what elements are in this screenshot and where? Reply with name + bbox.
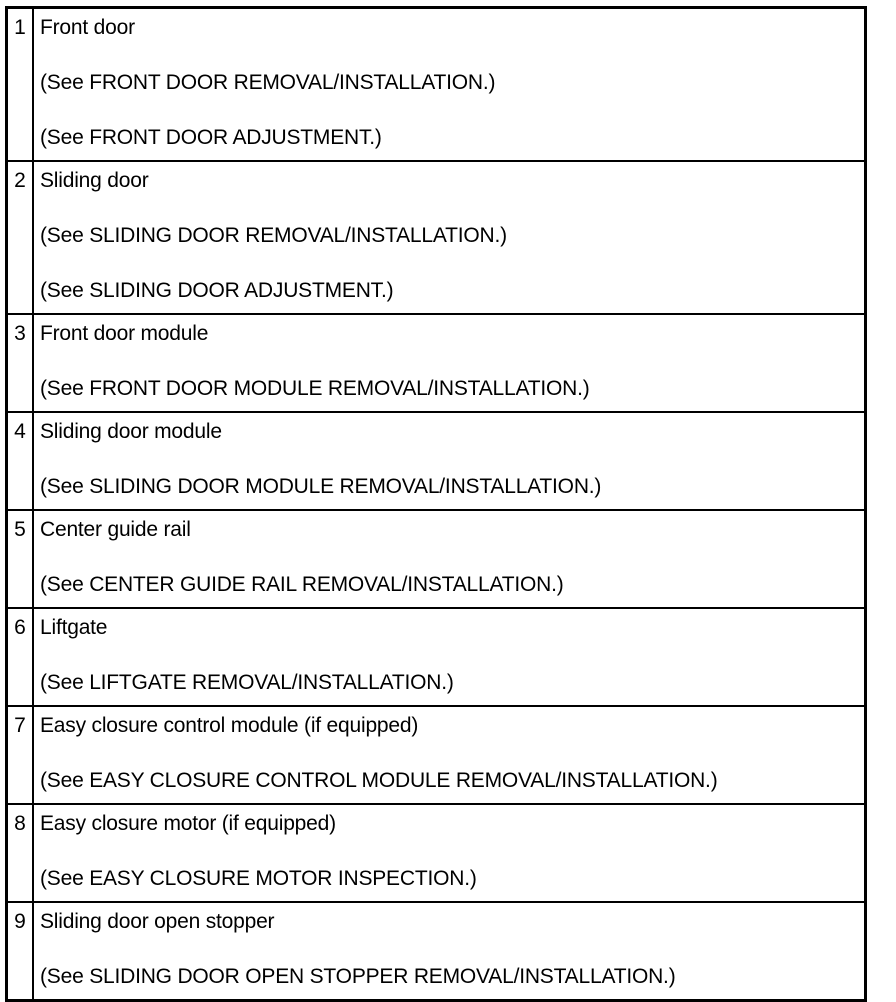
table-row [7,510,866,608]
table-row [7,161,866,314]
item-title: Sliding door module [40,420,222,443]
table-row [7,804,866,902]
component-table-body [7,8,866,1001]
item-content [33,706,866,804]
item-reference-link[interactable]: (See FRONT DOOR MODULE REMOVAL/INSTALLATION.) [40,377,590,400]
item-content [33,8,866,162]
item-reference-link[interactable]: (See SLIDING DOOR REMOVAL/INSTALLATION.) [40,224,507,247]
item-content [33,902,866,1001]
table-row [7,412,866,510]
item-number: 7 [7,706,34,804]
item-number: 3 [7,314,34,412]
item-title: Easy closure motor (if equipped) [40,812,336,835]
component-table [5,6,867,1002]
item-title: Liftgate [40,616,108,639]
item-content [33,161,866,314]
item-number: 5 [7,510,34,608]
item-reference-link[interactable]: (See SLIDING DOOR OPEN STOPPER REMOVAL/INSTALLATION.) [40,965,676,988]
table-row [7,608,866,706]
item-number: 1 [7,8,34,162]
item-number: 9 [7,902,34,1001]
item-content [33,314,866,412]
item-title: Front door module [40,322,209,345]
item-reference-link[interactable]: (See FRONT DOOR REMOVAL/INSTALLATION.) [40,71,496,94]
table-row [7,902,866,1001]
item-reference-link[interactable]: (See SLIDING DOOR MODULE REMOVAL/INSTALLATION.) [40,475,602,498]
item-number: 6 [7,608,34,706]
item-reference-link[interactable]: (See CENTER GUIDE RAIL REMOVAL/INSTALLATION.) [40,573,564,596]
table-row [7,8,866,162]
item-title: Sliding door open stopper [40,910,275,933]
table-row [7,314,866,412]
item-reference-link[interactable]: (See LIFTGATE REMOVAL/INSTALLATION.) [40,671,454,694]
item-reference-link[interactable]: (See FRONT DOOR ADJUSTMENT.) [40,126,382,149]
item-number: 8 [7,804,34,902]
item-content [33,510,866,608]
item-content [33,608,866,706]
item-content [33,412,866,510]
item-number: 4 [7,412,34,510]
item-content [33,804,866,902]
item-reference-link[interactable]: (See EASY CLOSURE MOTOR INSPECTION.) [40,867,477,890]
item-title: Center guide rail [40,518,191,541]
item-title: Easy closure control module (if equipped) [40,714,419,737]
item-title: Front door [40,16,135,39]
item-reference-link[interactable]: (See SLIDING DOOR ADJUSTMENT.) [40,279,394,302]
table-row [7,706,866,804]
item-number: 2 [7,161,34,314]
item-title: Sliding door [40,169,149,192]
item-reference-link[interactable]: (See EASY CLOSURE CONTROL MODULE REMOVAL/INSTALLATION.) [40,769,718,792]
